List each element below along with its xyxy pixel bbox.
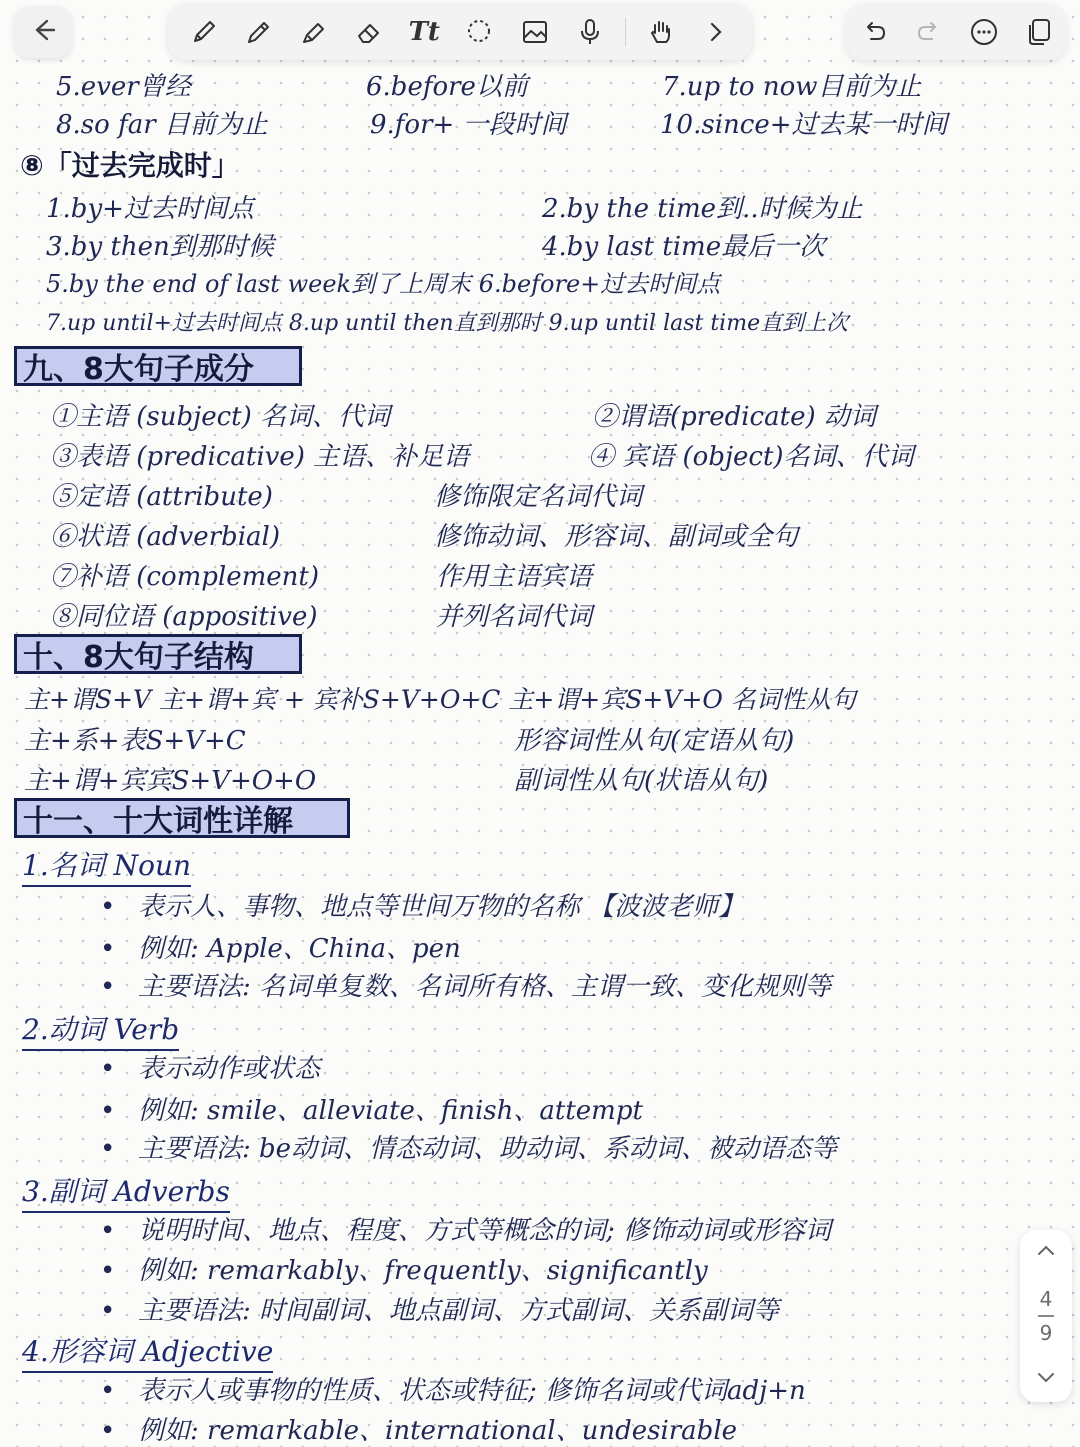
bullet-item: • 主要语法: 时间副词、地点副词、方式副词、关系副词等	[100, 1290, 779, 1327]
tools-toolbar	[168, 4, 752, 60]
component-item: ⑤定语 (attribute)	[50, 482, 273, 512]
note-line: 9.for+ 一段时间	[370, 110, 567, 140]
pos-heading-noun: 1.名词 Noun	[22, 844, 191, 887]
arrow-left-icon	[29, 16, 57, 48]
component-item: ③表语 (predicative) 主语、补足语	[50, 442, 470, 472]
component-item: 作用主语宾语	[436, 562, 593, 592]
lasso-icon[interactable]	[459, 12, 499, 52]
undo-icon[interactable]	[854, 12, 894, 52]
structure-item: 形容词性从句(定语从句)	[514, 726, 795, 756]
structure-item: 主+谓S+V 主+谓+宾 + 宾补S+V+O+C 主+谓+宾S+V+O 名词性从句	[24, 685, 856, 714]
structure-item: 主+系+表S+V+C	[24, 726, 246, 756]
microphone-icon[interactable]	[570, 12, 610, 52]
eraser-icon[interactable]	[349, 12, 389, 52]
component-item: ②谓语(predicate) 动词	[592, 402, 876, 432]
note-line: 8.so far 目前为止	[56, 110, 268, 140]
note-line: 5.by the end of last week到了上周末 6.before+过去时间点	[46, 270, 721, 298]
bullet-item: • 主要语法: 名词单复数、名词所有格、主谓一致、变化规则等	[100, 966, 831, 1003]
page-divider	[1038, 1315, 1054, 1317]
highlighter-icon[interactable]	[294, 12, 334, 52]
bullet-item: • 表示人、事物、地点等世间万物的名称 【波波老师】	[100, 886, 744, 923]
bullet-item: • 例如: remarkably、frequently、significantly	[100, 1250, 708, 1287]
hand-icon[interactable]	[641, 12, 681, 52]
note-line: 4.by last time最后一次	[542, 232, 826, 262]
note-line: 10.since+过去某一时间	[660, 110, 948, 140]
pos-heading-adjective: 4.形容词 Adjective	[22, 1330, 273, 1373]
pos-heading-verb: 2.动词 Verb	[22, 1008, 179, 1051]
structure-item: 副词性从句(状语从句)	[514, 766, 769, 796]
chevron-down-icon[interactable]	[1035, 1366, 1057, 1392]
note-line: 6.before以前	[366, 72, 528, 102]
section-title-parts-of-speech: 十一、十大词性详解	[14, 798, 350, 838]
toolbar-divider	[625, 18, 626, 46]
bullet-item: • 主要语法: be动词、情态动词、助动词、系动词、被动语态等	[100, 1128, 837, 1165]
history-toolbar	[846, 4, 1066, 60]
component-item: ④ 宾语 (object)名词、代词	[588, 442, 914, 472]
more-icon[interactable]	[964, 12, 1004, 52]
component-item: ⑧同位语 (appositive)	[50, 602, 318, 632]
image-icon[interactable]	[515, 12, 555, 52]
note-line: 1.by+过去时间点	[46, 194, 254, 224]
component-item: 并列名词代词	[436, 602, 593, 632]
marker-icon[interactable]	[239, 12, 279, 52]
past-perfect-heading: ⑧「过去完成时」	[20, 149, 240, 182]
chevron-up-icon[interactable]	[1035, 1240, 1057, 1266]
bullet-item: • 表示动作或状态	[100, 1048, 320, 1085]
back-button[interactable]	[14, 6, 72, 58]
section-title-sentence-structures: 十、8大句子结构	[14, 634, 302, 674]
chevron-right-icon[interactable]	[696, 12, 736, 52]
note-line: 7.up until+过去时间点 8.up until then直到那时 9.up until last time直到上次	[46, 311, 849, 336]
note-line: 3.by then到那时候	[46, 232, 274, 262]
bullet-item: • 表示人或事物的性质、状态或特征; 修饰名词或代词adj+n	[100, 1370, 806, 1407]
section-title-sentence-components: 九、8大句子成分	[14, 346, 302, 386]
bullet-item: • 例如: Apple、China、pen	[100, 928, 461, 965]
component-item: ⑥状语 (adverbial)	[50, 522, 280, 552]
text-tool-icon[interactable]: Tt	[408, 17, 440, 47]
component-item: ⑦补语 (complement)	[50, 562, 320, 592]
component-item: 修饰限定名词代词	[434, 482, 643, 512]
pages-icon[interactable]	[1019, 12, 1059, 52]
redo-icon[interactable]	[909, 12, 949, 52]
pen-icon[interactable]	[184, 12, 224, 52]
note-line: 2.by the time到..时候为止	[542, 194, 863, 224]
note-line: 5.ever曾经	[56, 72, 191, 102]
current-page-number: 4	[1039, 1287, 1053, 1311]
structure-item: 主+谓+宾宾S+V+O+O	[24, 766, 317, 796]
pos-heading-adverb: 3.副词 Adverbs	[22, 1170, 230, 1213]
bullet-item: • 例如: smile、alleviate、finish、attempt	[100, 1090, 643, 1127]
note-line: 7.up to now目前为止	[662, 72, 922, 102]
component-item: ①主语 (subject) 名词、代词	[50, 402, 391, 432]
page-navigator	[1020, 1230, 1072, 1402]
bullet-item: • 例如: remarkable、international、undesirable	[100, 1410, 737, 1447]
bullet-item: • 说明时间、地点、程度、方式等概念的词; 修饰动词或形容词	[100, 1210, 831, 1247]
component-item: 修饰动词、形容词、副词或全句	[434, 522, 799, 552]
total-page-count: 9	[1039, 1321, 1053, 1345]
